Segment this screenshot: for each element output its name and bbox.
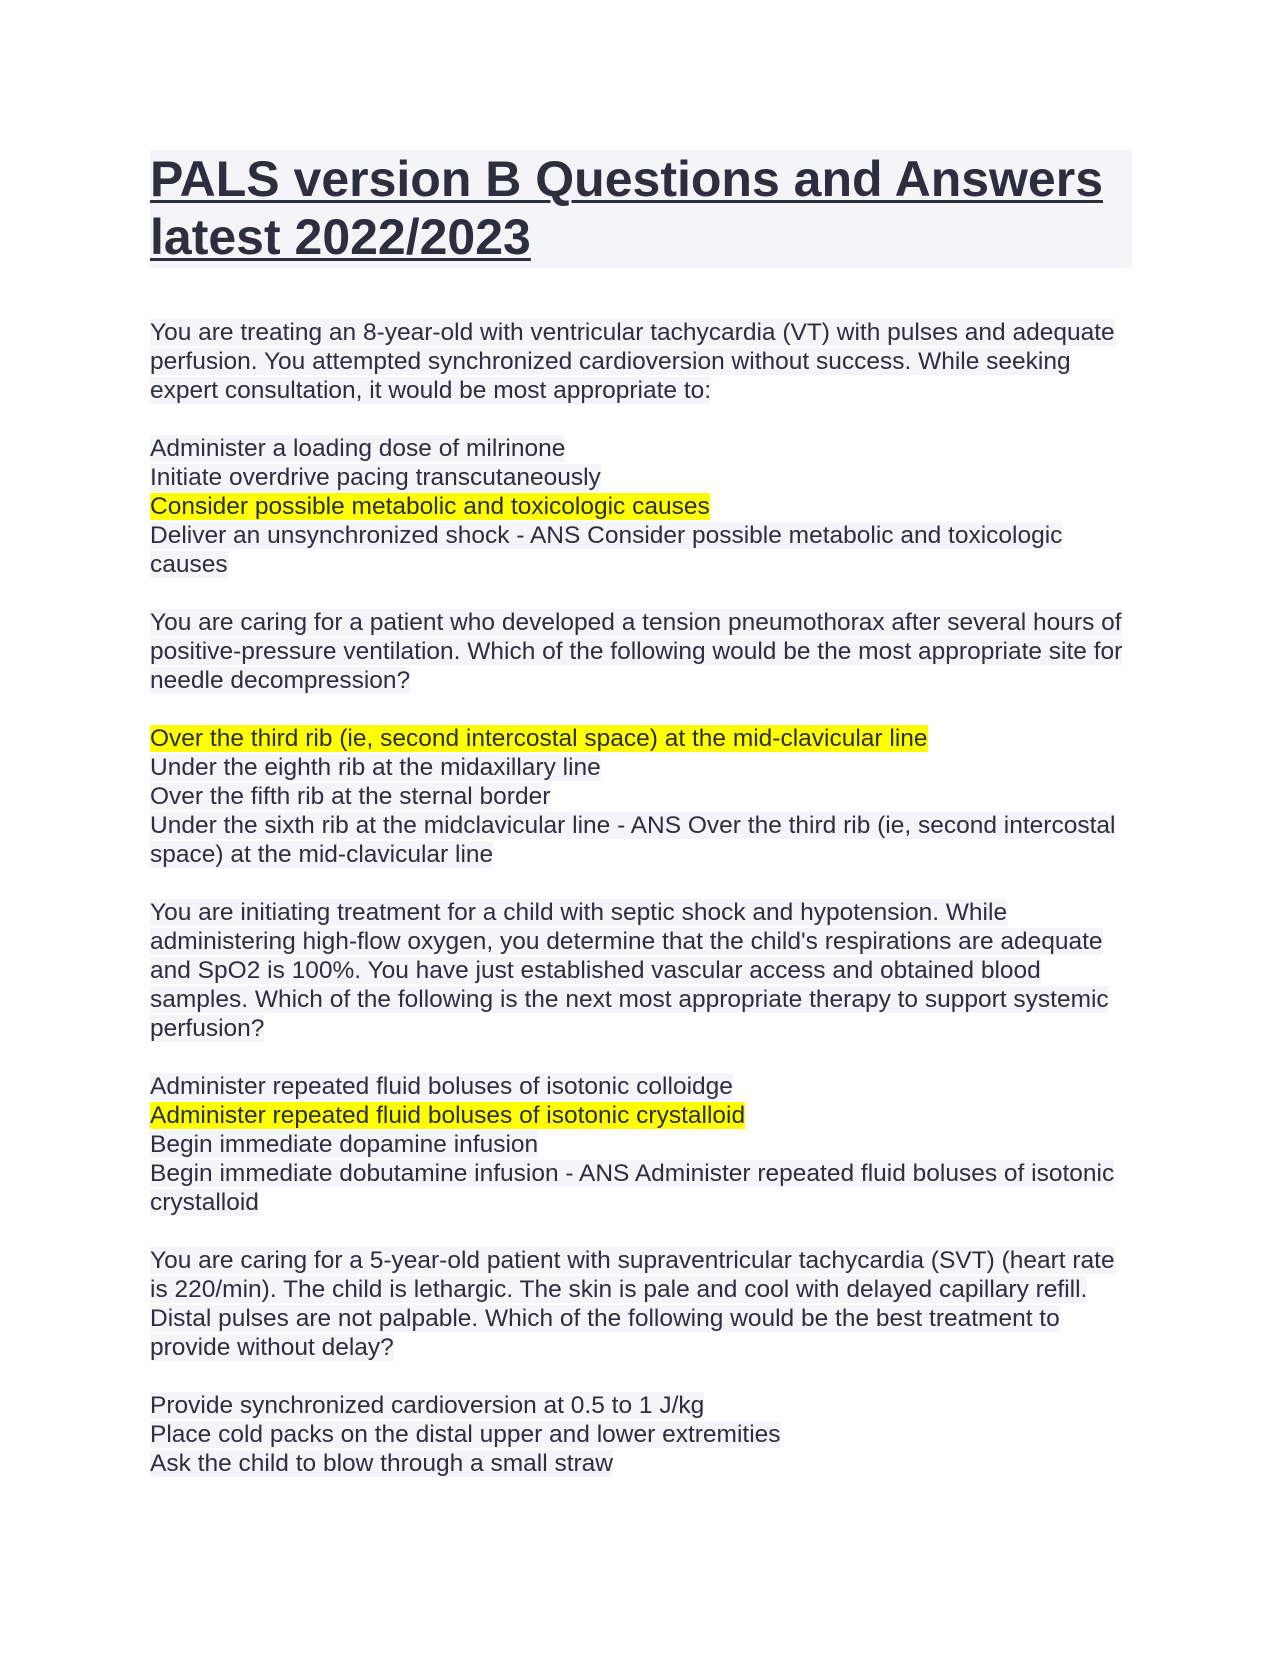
question-list bbox=[150, 318, 1132, 1478]
answer-option-text: Under the eighth rib at the midaxillary line bbox=[150, 754, 601, 781]
answer-option bbox=[150, 1072, 1132, 1101]
answer-option bbox=[150, 463, 1132, 492]
answer-option-text: Administer a loading dose of milrinone bbox=[150, 435, 566, 462]
answer-option bbox=[150, 521, 1132, 579]
document-page bbox=[150, 150, 1132, 1507]
answer-options bbox=[150, 1072, 1132, 1217]
answer-option bbox=[150, 811, 1132, 869]
answer-options bbox=[150, 434, 1132, 579]
question-stem bbox=[150, 318, 1132, 405]
answer-option bbox=[150, 1130, 1132, 1159]
question-stem bbox=[150, 1246, 1132, 1362]
answer-option-correct bbox=[150, 724, 1132, 753]
answer-options bbox=[150, 1391, 1132, 1478]
answer-option-text: Deliver an unsynchronized shock - ANS Consider possible metabolic and toxicologic causes bbox=[150, 522, 1063, 578]
answer-option-text: Provide synchronized cardioversion at 0.5 to 1 J/kg bbox=[150, 1392, 705, 1419]
answer-option bbox=[150, 1391, 1132, 1420]
answer-option-text: Over the fifth rib at the sternal border bbox=[150, 783, 551, 810]
question-stem bbox=[150, 608, 1132, 695]
highlighted-answer-text: Consider possible metabolic and toxicologic causes bbox=[150, 493, 710, 520]
answer-option-text: Begin immediate dopamine infusion bbox=[150, 1131, 539, 1158]
question-stem-text: You are caring for a patient who developed a tension pneumothorax after several hours of positive-pressure ventilation. Which of the following would be the most appropriate site for needle decompression? bbox=[150, 609, 1123, 694]
answer-option-correct bbox=[150, 492, 1132, 521]
answer-option bbox=[150, 1420, 1132, 1449]
answer-option-text: Under the sixth rib at the midclavicular line - ANS Over the third rib (ie, second intercostal space) at the mid-clavicular line bbox=[150, 812, 1116, 868]
answer-option bbox=[150, 434, 1132, 463]
answer-option-text: Place cold packs on the distal upper and lower extremities bbox=[150, 1421, 781, 1448]
answer-option-text: Ask the child to blow through a small straw bbox=[150, 1450, 613, 1477]
answer-option-correct bbox=[150, 1101, 1132, 1130]
answer-option bbox=[150, 782, 1132, 811]
question-stem-text: You are treating an 8-year-old with ventricular tachycardia (VT) with pulses and adequate perfusion. You attempted synchronized cardioversion without success. While seeking expert consultation, it would be most appropriate to: bbox=[150, 319, 1115, 404]
highlighted-answer-text: Over the third rib (ie, second intercostal space) at the mid-clavicular line bbox=[150, 725, 928, 752]
answer-option-text: Begin immediate dobutamine infusion - ANS Administer repeated fluid boluses of isotonic crystalloid bbox=[150, 1160, 1115, 1216]
answer-option bbox=[150, 1159, 1132, 1217]
question-stem bbox=[150, 898, 1132, 1043]
title-block bbox=[150, 150, 1132, 268]
answer-options bbox=[150, 724, 1132, 869]
document-title: PALS version B Questions and Answers latest 2022/2023 bbox=[150, 151, 1104, 265]
question-stem-text: You are caring for a 5-year-old patient with supraventricular tachycardia (SVT) (heart rate is 220/min). The child is lethargic. The skin is pale and cool with delayed capillary refill. Distal pulses are not palpable. Which of the following would be the best treatment to provide without delay? bbox=[150, 1247, 1115, 1361]
answer-option-text: Administer repeated fluid boluses of isotonic colloidge bbox=[150, 1073, 733, 1100]
answer-option bbox=[150, 753, 1132, 782]
answer-option bbox=[150, 1449, 1132, 1478]
answer-option-text: Initiate overdrive pacing transcutaneously bbox=[150, 464, 601, 491]
highlighted-answer-text: Administer repeated fluid boluses of isotonic crystalloid bbox=[150, 1102, 746, 1129]
question-stem-text: You are initiating treatment for a child with septic shock and hypotension. While administering high-flow oxygen, you determine that the child's respirations are adequate and SpO2 is 100%. You have just established vascular access and obtained blood samples. Which of the following is the next most appropriate therapy to support systemic perfusion? bbox=[150, 899, 1109, 1042]
